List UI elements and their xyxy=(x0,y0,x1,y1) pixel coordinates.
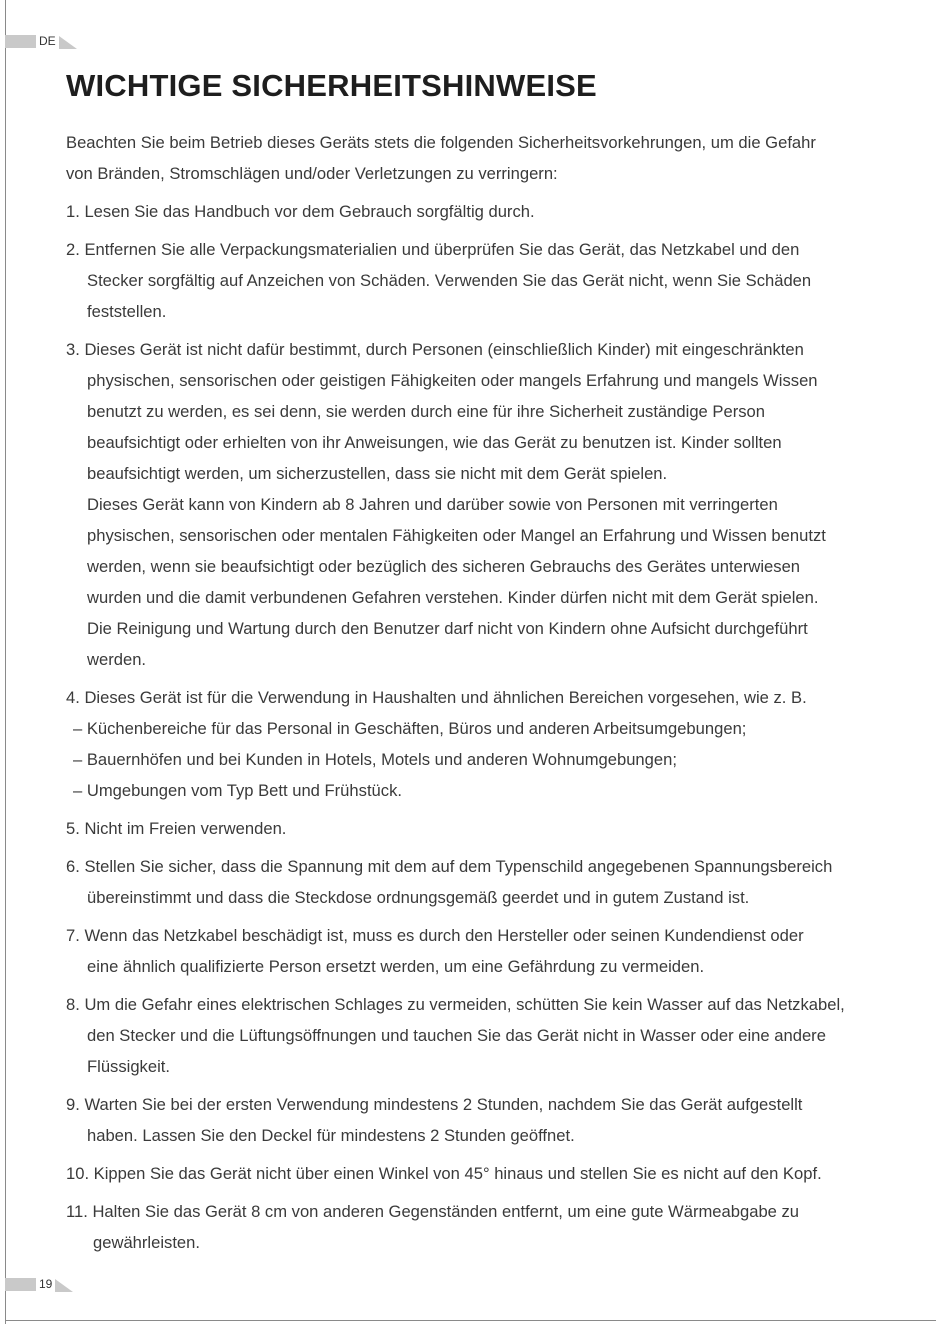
item-line: physischen, sensorischen oder geistigen Fähigkeiten oder mangels Erfahrung und mangels Wissen xyxy=(87,371,818,390)
safety-item-5 xyxy=(66,813,896,844)
item-line: Stecker sorgfältig auf Anzeichen von Schäden. Verwenden Sie das Gerät nicht, wenn Sie Schäden xyxy=(87,271,812,290)
safety-item-9 xyxy=(66,1089,896,1151)
item-line: beaufsichtigt werden, um sicherzustellen, dass sie nicht mit dem Gerät spielen. xyxy=(87,464,668,483)
item-line: gewährleisten. xyxy=(93,1233,201,1252)
language-label: DE xyxy=(39,34,56,48)
item-line: 10. Kippen Sie das Gerät nicht über einen Winkel von 45° hinaus und stellen Sie es nicht auf den Kopf. xyxy=(66,1164,822,1183)
safety-item-6 xyxy=(66,851,896,913)
tab-bar xyxy=(5,35,36,48)
item-line: Dieses Gerät kann von Kindern ab 8 Jahren und darüber sowie von Personen mit verringerten xyxy=(87,495,778,514)
item-subline: – Bauernhöfen und bei Kunden in Hotels, Motels und anderen Wohnumgebungen; xyxy=(73,750,677,769)
intro-line: Beachten Sie beim Betrieb dieses Geräts stets die folgenden Sicherheitsvorkehrungen, um die Gefahr xyxy=(66,133,816,152)
item-subline: – Umgebungen vom Typ Bett und Frühstück. xyxy=(73,781,402,800)
page-title: WICHTIGE SICHERHEITSHINWEISE xyxy=(66,68,597,103)
safety-item-11 xyxy=(66,1196,896,1258)
item-line: 4. Dieses Gerät ist für die Verwendung in Haushalten und ähnlichen Bereichen vorgesehen, wie z. B. xyxy=(66,688,807,707)
safety-content xyxy=(66,127,896,1258)
item-line: werden. xyxy=(87,650,147,669)
safety-item-2 xyxy=(66,234,896,327)
page-border-left xyxy=(5,0,6,1324)
item-line: Die Reinigung und Wartung durch den Benutzer darf nicht von Kindern ohne Aufsicht durchgeführt xyxy=(87,619,808,638)
item-subline: – Küchenbereiche für das Personal in Geschäften, Büros und anderen Arbeitsumgebungen; xyxy=(73,719,747,738)
item-line: 2. Entfernen Sie alle Verpackungsmaterialien und überprüfen Sie das Gerät, das Netzkabel und den xyxy=(66,240,800,259)
item-line: wurden und die damit verbundenen Gefahren verstehen. Kinder dürfen nicht mit dem Gerät spielen. xyxy=(87,588,819,607)
item-line: Flüssigkeit. xyxy=(87,1057,170,1076)
item-line: den Stecker und die Lüftungsöffnungen und tauchen Sie das Gerät nicht in Wasser oder eine andere xyxy=(87,1026,826,1045)
item-line: 3. Dieses Gerät ist nicht dafür bestimmt, durch Personen (einschließlich Kinder) mit eingeschränkten xyxy=(66,340,804,359)
tab-wedge xyxy=(59,36,77,49)
safety-item-10 xyxy=(66,1158,896,1189)
item-line: 5. Nicht im Freien verwenden. xyxy=(66,819,287,838)
page-number: 19 xyxy=(39,1277,53,1291)
safety-item-1 xyxy=(66,196,896,227)
item-line: benutzt zu werden, es sei denn, sie werden durch eine für ihre Sicherheit zuständige Person xyxy=(87,402,765,421)
safety-item-7 xyxy=(66,920,896,982)
item-line: 9. Warten Sie bei der ersten Verwendung mindestens 2 Stunden, nachdem Sie das Gerät aufgestellt xyxy=(66,1095,803,1114)
item-line: 11. Halten Sie das Gerät 8 cm von anderen Gegenständen entfernt, um eine gute Wärmeabgabe zu xyxy=(66,1202,800,1221)
safety-item-8 xyxy=(66,989,896,1082)
item-line: 7. Wenn das Netzkabel beschädigt ist, muss es durch den Hersteller oder seinen Kundendienst oder xyxy=(66,926,804,945)
safety-item-4 xyxy=(66,682,896,806)
item-line: 6. Stellen Sie sicher, dass die Spannung mit dem auf dem Typenschild angegebenen Spannungsbereich xyxy=(66,857,833,876)
intro-line: von Bränden, Stromschlägen und/oder Verletzungen zu verringern: xyxy=(66,164,558,183)
item-line: physischen, sensorischen oder mentalen Fähigkeiten oder Mangel an Erfahrung und Wissen benutzt xyxy=(87,526,826,545)
language-tab xyxy=(5,33,77,49)
item-line: übereinstimmt und dass die Steckdose ordnungsgemäß geerdet und in gutem Zustand ist. xyxy=(87,888,750,907)
item-line: feststellen. xyxy=(87,302,167,321)
item-line: 8. Um die Gefahr eines elektrischen Schlages zu vermeiden, schütten Sie kein Wasser auf das Netzkabel, xyxy=(66,995,845,1014)
item-line: beaufsichtigt oder erhielten von ihr Anweisungen, wie das Gerät zu benutzen ist. Kinder sollten xyxy=(87,433,782,452)
item-line: haben. Lassen Sie den Deckel für mindestens 2 Stunden geöffnet. xyxy=(87,1126,575,1145)
page-number-tab xyxy=(5,1276,73,1292)
tab-bar xyxy=(5,1278,36,1291)
safety-item-3 xyxy=(66,334,896,675)
page-border-bottom xyxy=(5,1320,936,1321)
item-line: eine ähnlich qualifizierte Person ersetzt werden, um eine Gefährdung zu vermeiden. xyxy=(87,957,705,976)
tab-wedge xyxy=(55,1279,73,1292)
item-line: werden, wenn sie beaufsichtigt oder bezüglich des sicheren Gebrauchs des Gerätes unterwiesen xyxy=(87,557,801,576)
item-line: 1. Lesen Sie das Handbuch vor dem Gebrauch sorgfältig durch. xyxy=(66,202,535,221)
